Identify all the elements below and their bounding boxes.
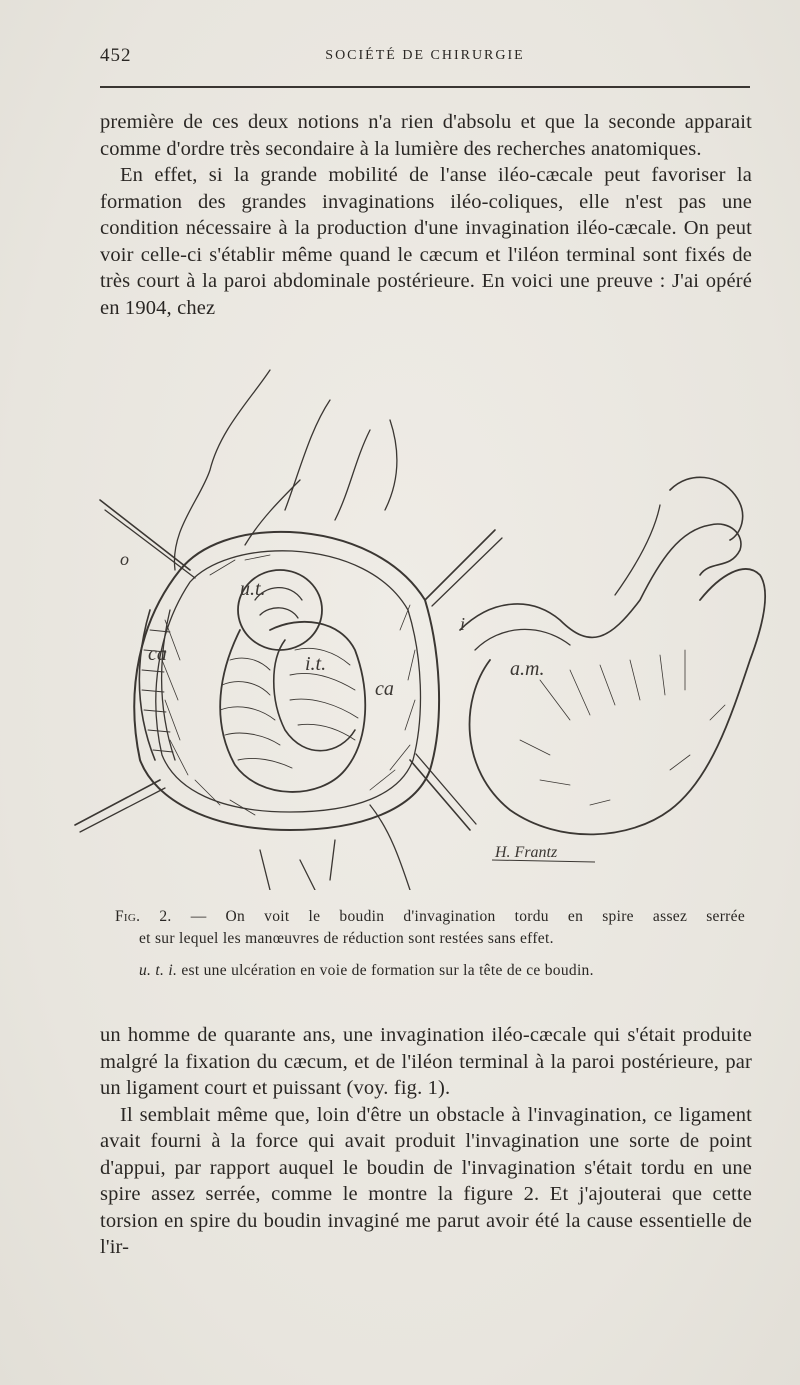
label-am: a.m. [510, 658, 545, 680]
caption-line: est une ulcération en voie de formation sur la tête de ce boudin. [181, 962, 594, 979]
label-ut: u.t. [240, 578, 266, 600]
paragraph: un homme de quarante ans, une invagination iléo-cæcale qui s'était produite malgré la fixation du cæcum, et de l'iléon terminal à la paroi postérieure, par un ligament court et puissant (voy. fig. 1). [100, 1024, 752, 1099]
header-rule [100, 86, 750, 88]
caption-line: et sur lequel les manœuvres de réduction sont restées sans effet. [139, 930, 554, 947]
figure-caption [115, 906, 745, 982]
body-text-top [100, 109, 752, 321]
paragraph: En effet, si la grande mobilité de l'anse iléo-cæcale peut favoriser la formation des grandes invaginations iléo-coliques, elle n'est pas une condition nécessaire à la production d'une invagination iléo-cæcale. On peut voir celle-ci s'établir même quand le cæcum et l'iléon terminal sont fixés de très court à la paroi abdominale postérieure. En voici une preuve : J'ai opéré en 1904, chez [100, 164, 752, 319]
caption-abbreviation: u. t. i. [139, 962, 178, 979]
caption-line: — On voit le boudin d'invagination tordu en spire assez serrée [190, 908, 745, 925]
page-number: 452 [100, 45, 132, 66]
paragraph: première de ces deux notions n'a rien d'absolu et que la seconde apparait comme d'ordre très secondaire à la lumière des recherches anatomiques. [100, 111, 752, 160]
label-ca: ca [148, 643, 167, 665]
label-it: i.t. [305, 653, 327, 675]
journal-title: SOCIÉTÉ DE CHIRURGIE [325, 48, 525, 63]
body-text-bottom [100, 1022, 752, 1261]
intestinal-invagination-drawing [70, 360, 790, 890]
paragraph: Il semblait même que, loin d'être un obstacle à l'invagination, ce ligament avait fourni à la force qui avait produit l'invagination une sorte de point d'appui, par rapport auquel le boudin de l'invagination s'était tordu en une spire assez serrée, comme le montre la figure 2. Et j'ajouterai que cette torsion en spire du boudin invaginé me parut avoir été la cause essentielle de l'ir- [100, 1103, 752, 1258]
running-head [100, 45, 750, 71]
label-i: i [460, 614, 466, 634]
figure-number: Fig. 2. [115, 908, 172, 925]
label-o: o [120, 549, 129, 569]
artist-signature: H. Frantz [495, 844, 558, 861]
figure-illustration [70, 360, 790, 890]
label-ca2: ca [375, 678, 394, 700]
